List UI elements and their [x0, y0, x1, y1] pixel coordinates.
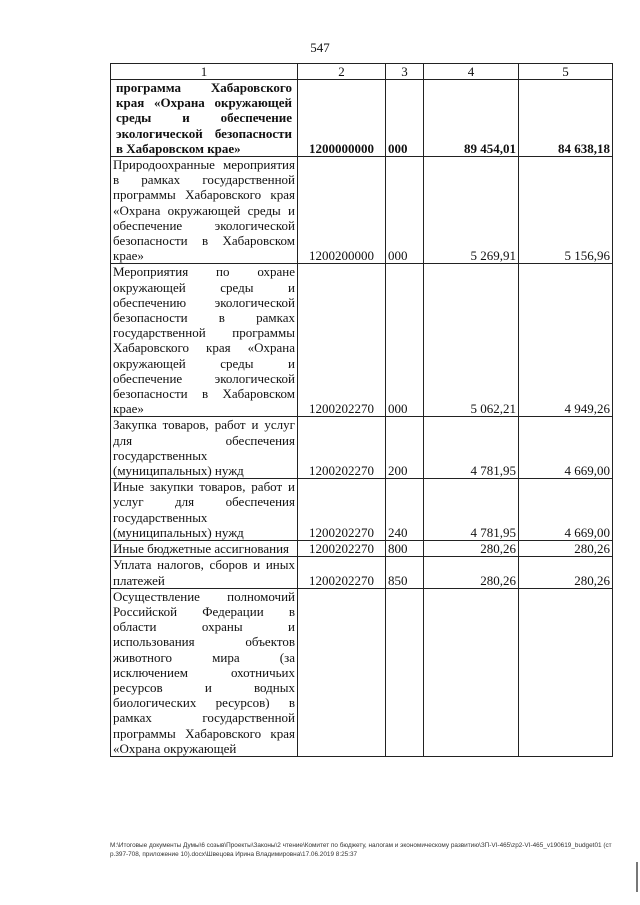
row-name-cell: Уплата налогов, сборов и иных платежей: [111, 557, 298, 588]
row-name-cell: Иные закупки товаров, работ и услуг для обеспечения государственных (муниципальных) нужд: [111, 479, 298, 541]
row-code-cell: [298, 588, 386, 756]
row-type-cell: 240: [386, 479, 424, 541]
row-type-cell: 850: [386, 557, 424, 588]
row-sum1-cell: 4 781,95: [424, 417, 519, 479]
row-code-cell: 1200000000: [298, 80, 386, 157]
row-name-cell: программа Хабаровского края «Охрана окружающей среды и обеспечение экологической безопасности в Хабаровском крае»: [111, 80, 298, 157]
row-sum1-cell: 280,26: [424, 557, 519, 588]
table-header-row: [111, 64, 613, 80]
row-name-cell: Закупка товаров, работ и услуг для обеспечения государственных (муниципальных) нужд: [111, 417, 298, 479]
row-sum1-cell: 89 454,01: [424, 80, 519, 157]
row-sum1-cell: [424, 588, 519, 756]
table-row: [111, 588, 613, 756]
row-code-cell: 1200202270: [298, 264, 386, 417]
column-header-2: 2: [298, 64, 386, 80]
column-header-4: 4: [424, 64, 519, 80]
row-name-cell: Природоохранные мероприятия в рамках государственной программы Хабаровского края «Охрана окружающей среды и обеспечение экологической безопасности в Хабаровском крае»: [111, 157, 298, 264]
row-type-cell: 800: [386, 541, 424, 557]
row-type-cell: 000: [386, 264, 424, 417]
row-sum1-cell: 4 781,95: [424, 479, 519, 541]
row-sum1-cell: 5 269,91: [424, 157, 519, 264]
table-row: [111, 417, 613, 479]
row-sum2-cell: 84 638,18: [519, 80, 613, 157]
row-sum2-cell: 5 156,96: [519, 157, 613, 264]
row-sum2-cell: [519, 588, 613, 756]
row-sum2-cell: 280,26: [519, 557, 613, 588]
row-code-cell: 1200202270: [298, 541, 386, 557]
table-row: [111, 80, 613, 157]
table-row: [111, 479, 613, 541]
page-number: 547: [310, 40, 330, 55]
row-sum1-cell: 5 062,21: [424, 264, 519, 417]
row-type-cell: 000: [386, 80, 424, 157]
scan-edge-mark: [636, 862, 638, 892]
row-code-cell: 1200202270: [298, 479, 386, 541]
row-sum2-cell: 4 949,26: [519, 264, 613, 417]
row-name-cell: Мероприятия по охране окружающей среды и обеспечению экологической безопасности в рамках государственной программы Хабаровского края «Охрана окружающей среды и обеспечение экологической безопасности в Хабаровском крае»: [111, 264, 298, 417]
row-type-cell: [386, 588, 424, 756]
row-sum1-cell: 280,26: [424, 541, 519, 557]
row-sum2-cell: 280,26: [519, 541, 613, 557]
column-header-5: 5: [519, 64, 613, 80]
row-type-cell: 000: [386, 157, 424, 264]
table-row: [111, 264, 613, 417]
row-code-cell: 1200202270: [298, 417, 386, 479]
row-name-cell: Иные бюджетные ассигнования: [111, 541, 298, 557]
row-sum2-cell: 4 669,00: [519, 417, 613, 479]
table-row: [111, 157, 613, 264]
budget-table: [110, 63, 613, 757]
row-type-cell: 200: [386, 417, 424, 479]
row-name-cell: Осуществление полномочий Российской Федерации в области охраны и использования объектов животного мира (за исключением охотничьих ресурсов и водных биологических ресурсов) в рамках государственной программы Хабаровского края «Охрана окружающей: [111, 588, 298, 756]
table-row: [111, 557, 613, 588]
document-path-footer: М:\Итоговые документы Думы\6 созыв\Проекты\Законы\2 чтение\Комитет по бюджету, налогам и экономическому развитию\ЗП-VI-465\zp2-VI-465_v190619_budget01 (стр.397-708, приложение 10).docx\Швецова Ирина Владимировна\17.06.2019 8:25:37: [110, 842, 612, 858]
column-header-1: 1: [111, 64, 298, 80]
row-code-cell: 1200200000: [298, 157, 386, 264]
column-header-3: 3: [386, 64, 424, 80]
table-row: [111, 541, 613, 557]
row-sum2-cell: 4 669,00: [519, 479, 613, 541]
row-code-cell: 1200202270: [298, 557, 386, 588]
